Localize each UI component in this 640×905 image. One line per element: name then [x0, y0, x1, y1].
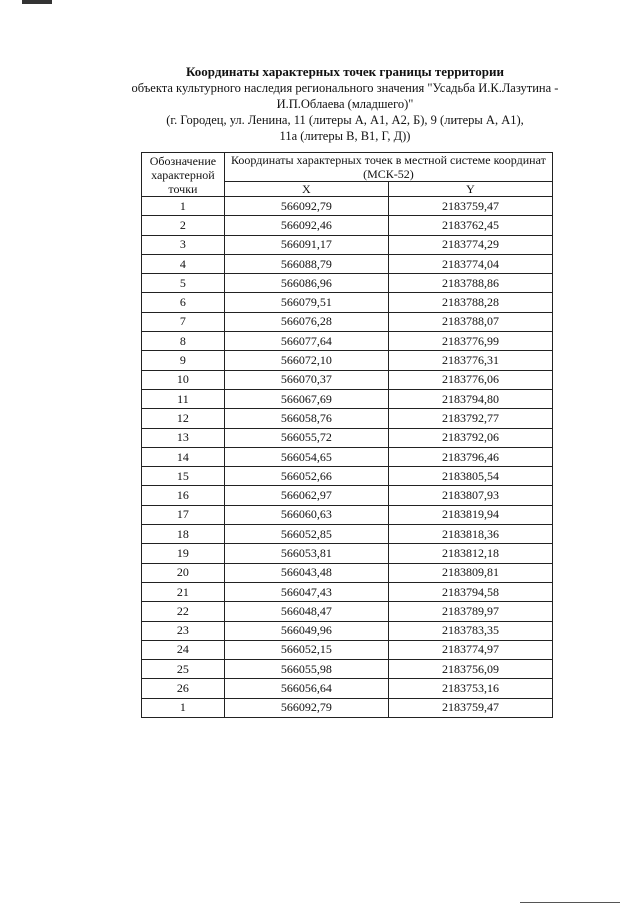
x-cell: 566053,81: [224, 544, 388, 563]
y-cell: 2183792,77: [388, 409, 552, 428]
table-row: [142, 312, 553, 331]
x-cell: 566052,15: [224, 640, 388, 659]
table-row: [142, 525, 553, 544]
x-cell: 566086,96: [224, 274, 388, 293]
x-cell: 566052,85: [224, 525, 388, 544]
point-cell: 19: [142, 544, 225, 563]
table-row: [142, 197, 553, 216]
table-row: [142, 621, 553, 640]
point-cell: 10: [142, 370, 225, 389]
point-cell: 16: [142, 486, 225, 505]
document-heading: [110, 64, 580, 144]
x-cell: 566047,43: [224, 582, 388, 601]
point-cell: 8: [142, 332, 225, 351]
y-cell: 2183805,54: [388, 467, 552, 486]
point-cell: 21: [142, 582, 225, 601]
y-cell: 2183776,31: [388, 351, 552, 370]
x-cell: 566060,63: [224, 505, 388, 524]
point-cell: 24: [142, 640, 225, 659]
y-cell: 2183774,97: [388, 640, 552, 659]
x-cell: 566070,37: [224, 370, 388, 389]
header-coordinates: Координаты характерных точек в местной системе координат (МСК-52): [224, 153, 552, 182]
y-cell: 2183776,99: [388, 332, 552, 351]
y-cell: 2183807,93: [388, 486, 552, 505]
x-cell: 566079,51: [224, 293, 388, 312]
header-point-label: Обозначение характерной точки: [142, 153, 225, 197]
table-row: [142, 216, 553, 235]
y-cell: 2183756,09: [388, 660, 552, 679]
point-cell: 18: [142, 525, 225, 544]
point-cell: 1: [142, 197, 225, 216]
coordinates-table: [141, 152, 553, 718]
table-row: [142, 235, 553, 254]
table-row: [142, 698, 553, 717]
point-cell: 7: [142, 312, 225, 331]
x-cell: 566052,66: [224, 467, 388, 486]
x-cell: 566077,64: [224, 332, 388, 351]
subtitle-line: 11а (литеры В, В1, Г, Д)): [279, 129, 411, 143]
x-cell: 566056,64: [224, 679, 388, 698]
point-cell: 1: [142, 698, 225, 717]
x-cell: 566067,69: [224, 389, 388, 408]
y-cell: 2183788,28: [388, 293, 552, 312]
table-row: [142, 640, 553, 659]
table-row: [142, 428, 553, 447]
point-cell: 26: [142, 679, 225, 698]
scan-mark: [520, 902, 620, 903]
table-row: [142, 660, 553, 679]
table-row: [142, 293, 553, 312]
point-cell: 6: [142, 293, 225, 312]
point-cell: 11: [142, 389, 225, 408]
x-cell: 566055,72: [224, 428, 388, 447]
x-cell: 566076,28: [224, 312, 388, 331]
y-cell: 2183796,46: [388, 447, 552, 466]
y-cell: 2183788,86: [388, 274, 552, 293]
y-cell: 2183818,36: [388, 525, 552, 544]
x-cell: 566062,97: [224, 486, 388, 505]
point-cell: 22: [142, 602, 225, 621]
y-cell: 2183774,04: [388, 254, 552, 273]
table-row: [142, 467, 553, 486]
table-row: [142, 679, 553, 698]
point-cell: 3: [142, 235, 225, 254]
y-cell: 2183789,97: [388, 602, 552, 621]
subtitle-line: объекта культурного наследия регионального значения "Усадьба И.К.Лазутина -: [131, 81, 559, 95]
point-cell: 23: [142, 621, 225, 640]
y-cell: 2183783,35: [388, 621, 552, 640]
table-row: [142, 254, 553, 273]
table-row: [142, 389, 553, 408]
point-cell: 17: [142, 505, 225, 524]
x-cell: 566055,98: [224, 660, 388, 679]
subtitle-line: И.П.Облаева (младшего)": [276, 97, 414, 111]
y-cell: 2183809,81: [388, 563, 552, 582]
scan-mark: [22, 0, 52, 4]
x-cell: 566092,46: [224, 216, 388, 235]
table-row: [142, 370, 553, 389]
y-cell: 2183794,80: [388, 389, 552, 408]
x-cell: 566048,47: [224, 602, 388, 621]
table-row: [142, 602, 553, 621]
document-title: Координаты характерных точек границы территории: [186, 64, 504, 79]
point-cell: 13: [142, 428, 225, 447]
y-cell: 2183753,16: [388, 679, 552, 698]
point-cell: 15: [142, 467, 225, 486]
subtitle-line: (г. Городец, ул. Ленина, 11 (литеры А, А1, А2, Б), 9 (литеры А, А1),: [166, 113, 524, 127]
y-cell: 2183759,47: [388, 197, 552, 216]
y-cell: 2183762,45: [388, 216, 552, 235]
header-y: Y: [388, 182, 552, 197]
point-cell: 4: [142, 254, 225, 273]
x-cell: 566092,79: [224, 197, 388, 216]
x-cell: 566088,79: [224, 254, 388, 273]
table-row: [142, 505, 553, 524]
table-body: [142, 197, 553, 718]
table-row: [142, 409, 553, 428]
x-cell: 566054,65: [224, 447, 388, 466]
x-cell: 566072,10: [224, 351, 388, 370]
point-cell: 14: [142, 447, 225, 466]
y-cell: 2183812,18: [388, 544, 552, 563]
table-row: [142, 274, 553, 293]
table-row: [142, 486, 553, 505]
y-cell: 2183776,06: [388, 370, 552, 389]
x-cell: 566058,76: [224, 409, 388, 428]
x-cell: 566049,96: [224, 621, 388, 640]
table-row: [142, 544, 553, 563]
x-cell: 566091,17: [224, 235, 388, 254]
table-row: [142, 351, 553, 370]
header-x: X: [224, 182, 388, 197]
table-row: [142, 332, 553, 351]
y-cell: 2183792,06: [388, 428, 552, 447]
y-cell: 2183774,29: [388, 235, 552, 254]
table-row: [142, 563, 553, 582]
point-cell: 2: [142, 216, 225, 235]
x-cell: 566092,79: [224, 698, 388, 717]
point-cell: 25: [142, 660, 225, 679]
y-cell: 2183788,07: [388, 312, 552, 331]
y-cell: 2183819,94: [388, 505, 552, 524]
table-row: [142, 447, 553, 466]
point-cell: 5: [142, 274, 225, 293]
point-cell: 12: [142, 409, 225, 428]
point-cell: 20: [142, 563, 225, 582]
y-cell: 2183794,58: [388, 582, 552, 601]
table-row: [142, 582, 553, 601]
y-cell: 2183759,47: [388, 698, 552, 717]
point-cell: 9: [142, 351, 225, 370]
x-cell: 566043,48: [224, 563, 388, 582]
